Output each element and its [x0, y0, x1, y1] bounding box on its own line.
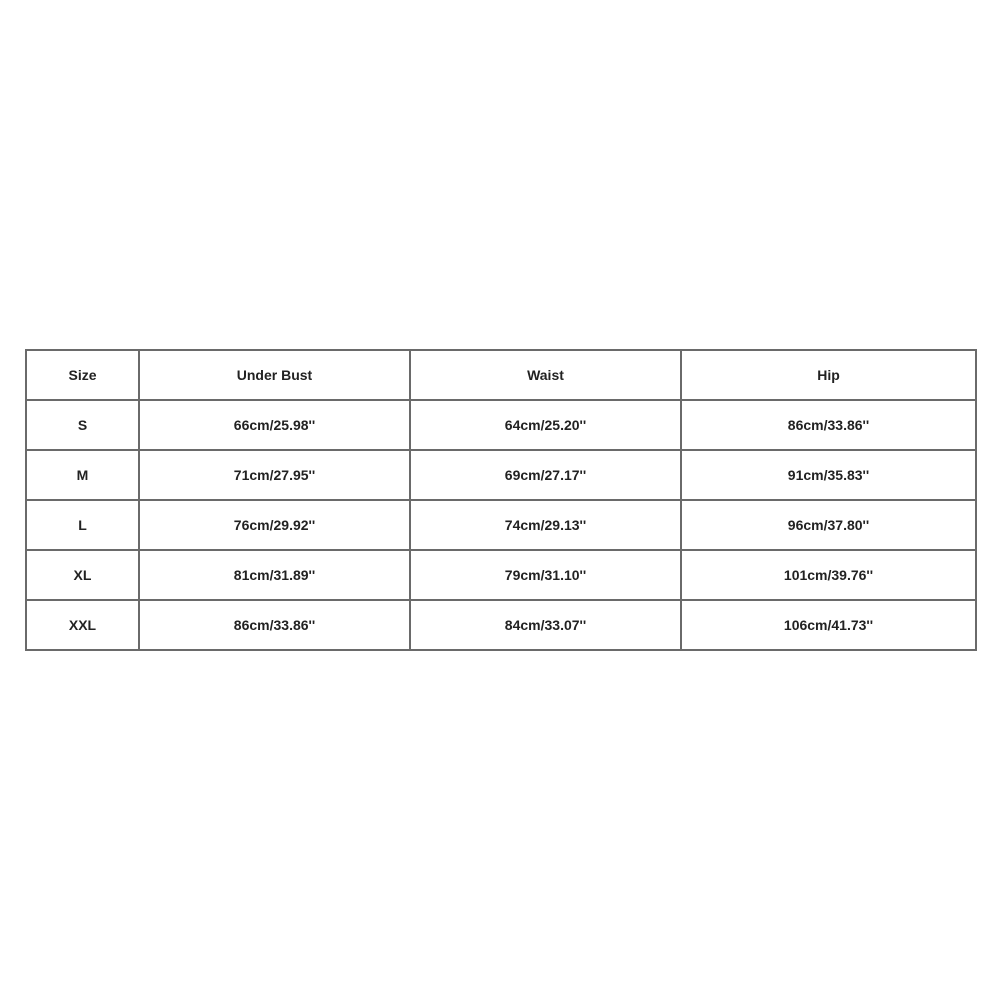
under-bust-cell: 81cm/31.89''	[139, 550, 410, 600]
hip-cell: 101cm/39.76''	[681, 550, 976, 600]
table-row	[26, 450, 976, 500]
header-hip: Hip	[681, 350, 976, 400]
size-cell: M	[26, 450, 139, 500]
hip-cell: 86cm/33.86''	[681, 400, 976, 450]
header-under-bust: Under Bust	[139, 350, 410, 400]
size-cell: XL	[26, 550, 139, 600]
table-row	[26, 550, 976, 600]
waist-cell: 74cm/29.13''	[410, 500, 681, 550]
under-bust-cell: 71cm/27.95''	[139, 450, 410, 500]
table-header-row	[26, 350, 976, 400]
header-size: Size	[26, 350, 139, 400]
waist-cell: 64cm/25.20''	[410, 400, 681, 450]
hip-cell: 106cm/41.73''	[681, 600, 976, 650]
under-bust-cell: 66cm/25.98''	[139, 400, 410, 450]
size-cell: XXL	[26, 600, 139, 650]
waist-cell: 69cm/27.17''	[410, 450, 681, 500]
waist-cell: 84cm/33.07''	[410, 600, 681, 650]
table-row	[26, 400, 976, 450]
table-row	[26, 500, 976, 550]
size-cell: L	[26, 500, 139, 550]
waist-cell: 79cm/31.10''	[410, 550, 681, 600]
under-bust-cell: 76cm/29.92''	[139, 500, 410, 550]
hip-cell: 91cm/35.83''	[681, 450, 976, 500]
under-bust-cell: 86cm/33.86''	[139, 600, 410, 650]
header-waist: Waist	[410, 350, 681, 400]
size-chart-table	[25, 349, 977, 651]
table-row	[26, 600, 976, 650]
hip-cell: 96cm/37.80''	[681, 500, 976, 550]
size-cell: S	[26, 400, 139, 450]
